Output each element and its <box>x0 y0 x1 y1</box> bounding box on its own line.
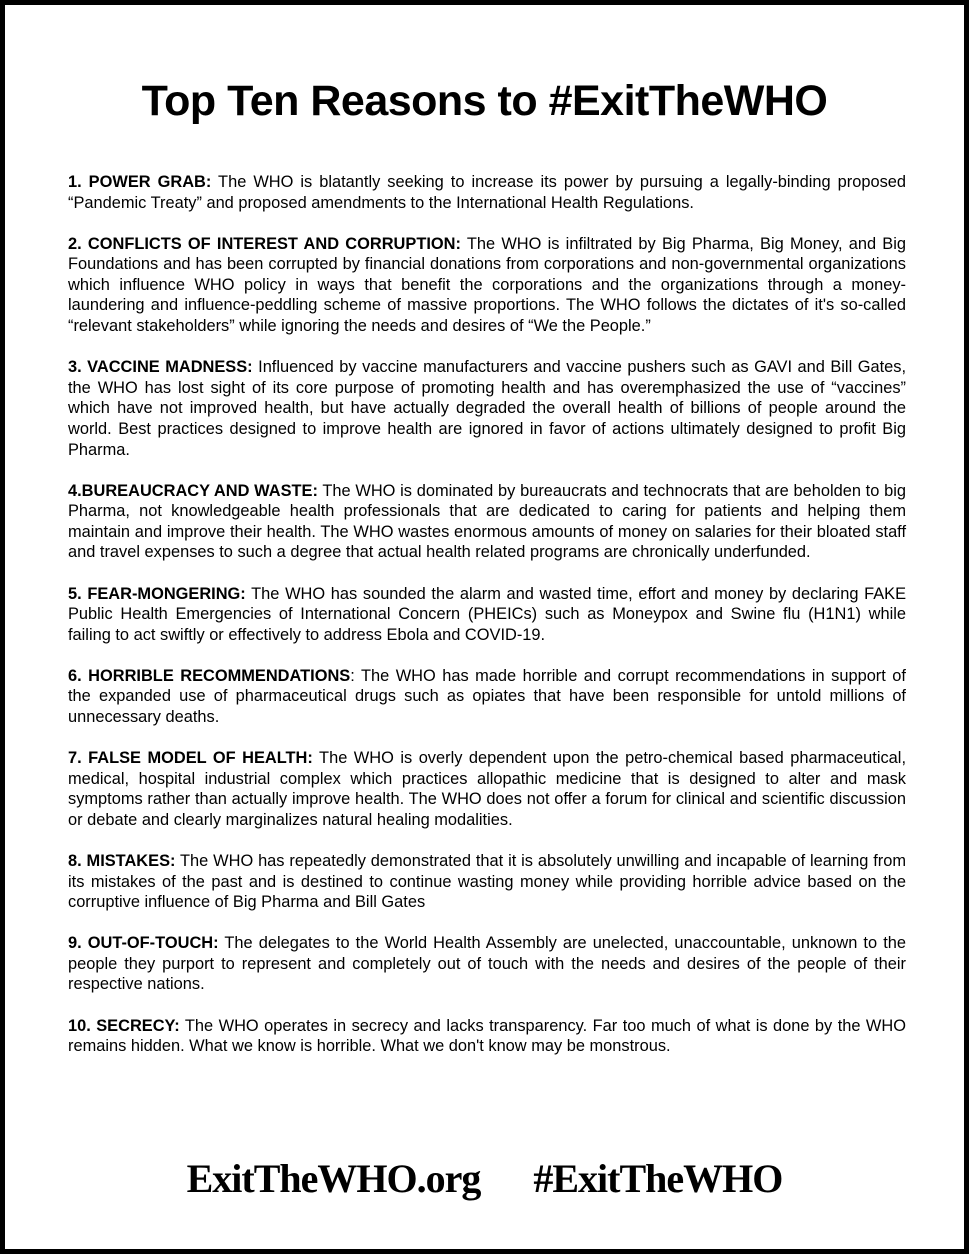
reason-item <box>68 584 906 646</box>
reason-item <box>68 234 906 337</box>
reason-text: The WHO is dominated by bureaucrats and technocrats that are beholden to big Pharma, not knowledgeable health professionals that are dedicated to caring for patients and helping them maintain and improve their health. The WHO wastes enormous amounts of money on salaries for their bloated staff and travel expenses to such a degree that actual health related programs are chronically underfunded. <box>68 481 906 562</box>
footer-website: ExitTheWHO.org <box>186 1156 481 1201</box>
reason-item <box>68 481 906 563</box>
reason-heading: 6. HORRIBLE RECOMMENDATIONS <box>68 666 351 685</box>
reason-heading: 8. MISTAKES: <box>68 851 176 870</box>
reason-item <box>68 172 906 213</box>
footer-hashtag: #ExitTheWHO <box>533 1156 783 1201</box>
reason-heading: 1. POWER GRAB: <box>68 173 212 191</box>
reason-item <box>68 748 906 830</box>
reason-heading: 9. OUT-OF-TOUCH: <box>68 934 219 953</box>
page-title: Top Ten Reasons to #ExitTheWHO <box>141 77 828 125</box>
reason-heading: 7. FALSE MODEL OF HEALTH: <box>68 749 313 768</box>
reason-heading: 4.BUREAUCRACY AND WASTE: <box>68 481 318 500</box>
footer <box>5 1155 964 1202</box>
reason-text: The WHO is overly dependent upon the petro-chemical based pharmaceutical, medical, hospital industrial complex which practices allopathic medicine that is designed to alter and mask symptoms rather than actually improve health. The WHO does not offer a forum for clinical and scientific discussion or debate and clearly marginalizes natural healing modalities. <box>68 749 906 829</box>
reason-text: The WHO is blatantly seeking to increase its power by pursuing a legally-binding proposed “Pandemic Treaty” and proposed amendments to the International Health Regulations. <box>68 173 906 212</box>
reason-text: The WHO is infiltrated by Big Pharma, Big Money, and Big Foundations and has been corrupted by financial donations from corporations and non-governmental organizations which influence WHO policy in ways that benefit the corporations and the organizations through a money-laundering and influence-peddling scheme of massive proportions. The WHO follows the dictates of it's so-called “relevant stakeholders” while ignoring the needs and desires of “We the People.” <box>68 234 906 336</box>
reason-heading: 5. FEAR-MONGERING: <box>68 584 246 603</box>
reason-item <box>68 1016 906 1057</box>
reason-item <box>68 933 906 995</box>
reason-item <box>68 851 906 913</box>
reason-heading: 3. VACCINE MADNESS: <box>68 358 253 377</box>
reason-text: : The WHO has made horrible and corrupt recommendations in support of the expanded use of pharmaceutical drugs such as opiates that have been responsible for untold millions of unnecessary deaths. <box>68 666 906 726</box>
reason-item <box>68 357 906 460</box>
reason-heading: 2. CONFLICTS OF INTEREST AND CORRUPTION: <box>68 234 461 253</box>
reason-text: The delegates to the World Health Assembly are unelected, unaccountable, unknown to the people they purport to represent and completely out of touch with the needs and desires of the people of their respective nations. <box>68 934 906 994</box>
reason-text: The WHO has sounded the alarm and wasted time, effort and money by declaring FAKE Public Health Emergencies of International Concern (PHEICs) such as Moneypox and Swine flu (H1N1) while failing to act swiftly or effectively to address Ebola and COVID-19. <box>68 584 907 644</box>
reason-text: The WHO operates in secrecy and lacks transparency. Far too much of what is done by the WHO remains hidden. What we know is horrible. What we don't know may be monstrous. <box>68 1016 906 1056</box>
reason-heading: 10. SECRECY: <box>68 1016 180 1035</box>
reasons-list <box>68 172 906 1077</box>
reason-text: The WHO has repeatedly demonstrated that it is absolutely unwilling and incapable of learning from its mistakes of the past and is destined to continue wasting money while providing horrible advice based on the corruptive influence of Big Pharma and Bill Gates <box>68 851 906 912</box>
reason-text: Influenced by vaccine manufacturers and vaccine pushers such as GAVI and Bill Gates, the WHO has lost sight of its core purpose of promoting health and has overemphasized the use of “vaccines” which have not improved health, but have actually degraded the overall health of billions of people around the world. Best practices designed to improve health are ignored in favor of actions ultimately designed to profit Big Pharma. <box>68 358 907 459</box>
reason-item <box>68 666 906 728</box>
